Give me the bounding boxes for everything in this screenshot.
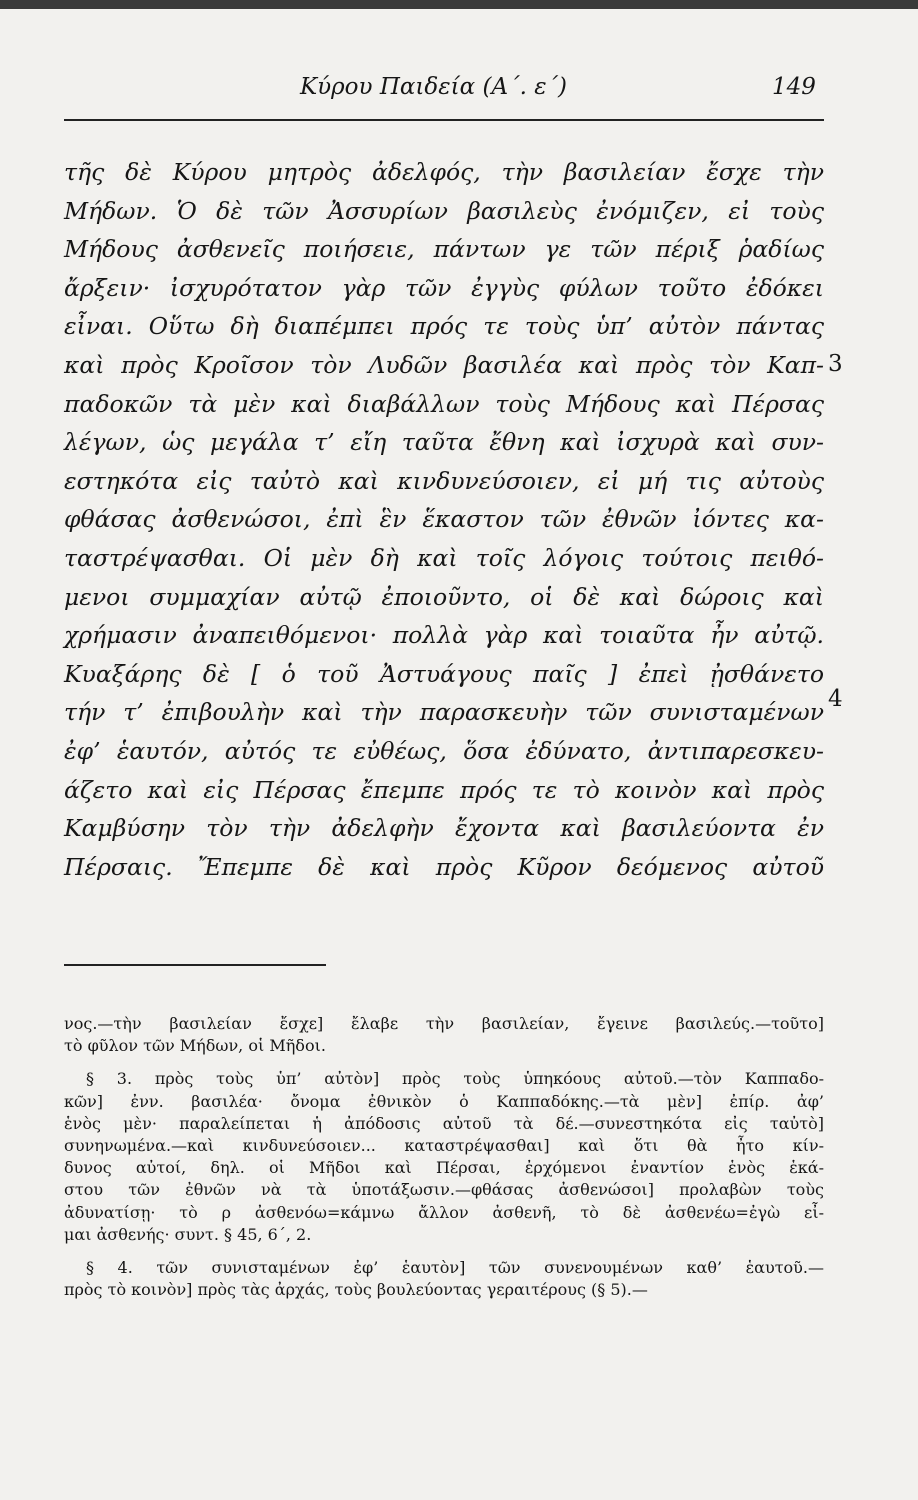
footnote-line: κῶν] ἐνν. βασιλέα· ὄνομα ἐθνικὸν ὁ Καππαδόκης.—τὰ μὲν] ἐπίρ. ἀφ’	[64, 1091, 824, 1111]
text-line: Κυαξάρης δὲ [ ὁ τοῦ Ἀστυάγους παῖς ] ἐπεὶ ᾐσθάνετο	[64, 659, 824, 688]
footnote-line: § 3. πρὸς τοὺς ὑπ’ αὐτὸν] πρὸς τοὺς ὑπηκόους αὐτοῦ.—τὸν Καππαδο-	[86, 1069, 824, 1089]
text-line: Καμβύσην τὸν τὴν ἀδελφὴν ἔχοντα καὶ βασιλεύοντα ἐν	[64, 814, 824, 843]
footnote-line: ἀδυνατίσῃ· τὸ ρ ἀσθενόω=κάμνω ἄλλον ἀσθενῆ, τὸ δὲ ἀσθενέω=ἐγὼ εἶ-	[64, 1202, 824, 1222]
footnote-rule	[64, 964, 326, 966]
text-line: χρήμασιν ἀναπειθόμενοι· πολλὰ γὰρ καὶ τοιαῦτα ἦν αὐτῷ.	[64, 621, 824, 650]
footnotes	[64, 1013, 824, 1301]
text-line: εστηκότα εἰς ταὐτὸ καὶ κινδυνεύσοιεν, εἰ μή τις αὐτοὺς	[64, 466, 824, 495]
text-line: Πέρσαις. Ἔπεμπε δὲ καὶ πρὸς Κῦρον δεόμενος αὐτοῦ	[64, 852, 824, 881]
text-line: λέγων, ὡς μεγάλα τ’ εἴη ταῦτα ἔθνη καὶ ἰσχυρὰ καὶ συν-	[64, 428, 824, 457]
footnote-line: ἑνὸς μὲν· παραλείπεται ἡ ἀπόδοσις αὐτοῦ τὰ δέ.—συνεστηκότα εἰς ταὐτὸ]	[64, 1113, 824, 1133]
footnote-line: τὸ φῦλον τῶν Μήδων, οἱ Μῆδοι.	[64, 1036, 326, 1056]
footnote-line: συνηνωμένα.—καὶ κινδυνεύσοιεν... καταστρέψασθαι] καὶ ὅτι θὰ ἦτο κίν-	[64, 1135, 824, 1155]
text-line: παδοκῶν τὰ μὲν καὶ διαβάλλων τοὺς Μήδους καὶ Πέρσας	[64, 389, 824, 418]
footnote-line: δυνος αὐτοί, δηλ. οἱ Μῆδοι καὶ Πέρσαι, ἐρχόμενοι ἐναντίον ἑνὸς ἑκά-	[64, 1158, 824, 1178]
text-line: Μήδων. Ὁ δὲ τῶν Ἀσσυρίων βασιλεὺς ἐνόμιζεν, εἰ τοὺς	[64, 196, 824, 225]
text-line: τήν τ’ ἐπιβουλὴν καὶ τὴν παρασκευὴν τῶν συνισταμένων	[64, 698, 824, 727]
text-line: καὶ πρὸς Κροῖσον τὸν Λυδῶν βασιλέα καὶ πρὸς τὸν Καπ-	[64, 350, 824, 379]
text-line: φθάσας ἀσθενώσοι, ἐπὶ ἓν ἕκαστον τῶν ἐθνῶν ἰόντες κα-	[64, 505, 824, 534]
section-number: 4	[828, 686, 843, 712]
footnote-line: § 4. τῶν συνισταμένων ἐφ’ ἑαυτὸν] τῶν συνενουμένων καθ’ ἑαυτοῦ.—	[86, 1257, 824, 1277]
text-line: Μήδους ἀσθενεῖς ποιήσειε, πάντων γε τῶν πέριξ ῥαδίως	[64, 235, 824, 264]
text-line: μενοι συμμαχίαν αὐτῷ ἐποιοῦντο, οἱ δὲ καὶ δώροις καὶ	[64, 582, 824, 611]
footnote-line: πρὸς τὸ κοινὸν] πρὸς τὰς ἀρχάς, τοὺς βουλεύοντας γεραιτέρους (§ 5).—	[64, 1280, 648, 1300]
text-line: ἄρξειν· ἰσχυρότατον γὰρ τῶν ἐγγὺς φύλων τοῦτο ἐδόκει	[64, 273, 824, 302]
header-rule	[64, 119, 824, 121]
text-line: ἐφ’ ἑαυτόν, αὐτός τε εὐθέως, ὅσα ἐδύνατο, ἀντιπαρεσκευ-	[64, 736, 824, 765]
main-text	[64, 153, 843, 886]
scan-top-edge	[0, 0, 918, 9]
text-line: ταστρέψασθαι. Οἱ μὲν δὴ καὶ τοῖς λόγοις τούτοις πειθό-	[64, 543, 824, 572]
footnote-line: στου τῶν ἐθνῶν νὰ τὰ ὑποτάξωσιν.—φθάσας ἀσθενώσοι] προλαβὼν τοὺς	[64, 1180, 824, 1200]
page-number: 149	[772, 74, 816, 100]
section-number: 3	[828, 351, 843, 377]
footnote-line: μαι ἀσθενής· συντ. § 45, 6΄, 2.	[64, 1224, 312, 1244]
text-line: τῆς δὲ Κύρου μητρὸς ἀδελφός, τὴν βασιλείαν ἔσχε τὴν	[64, 158, 824, 186]
text-line: άζετο καὶ εἰς Πέρσας ἔπεμπε πρός τε τὸ κοινὸν καὶ πρὸς	[64, 775, 824, 804]
text-line: εἶναι. Οὕτω δὴ διαπέμπει πρός τε τοὺς ὑπ’ αὐτὸν πάντας	[64, 312, 824, 341]
running-title: Κύρου Παιδεία (Α΄. ε΄)	[300, 74, 568, 100]
footnote-line: νος.—τὴν βασιλείαν ἔσχε] ἔλαβε τὴν βασιλείαν, ἔγεινε βασιλεύς.—τοῦτο]	[64, 1014, 824, 1033]
